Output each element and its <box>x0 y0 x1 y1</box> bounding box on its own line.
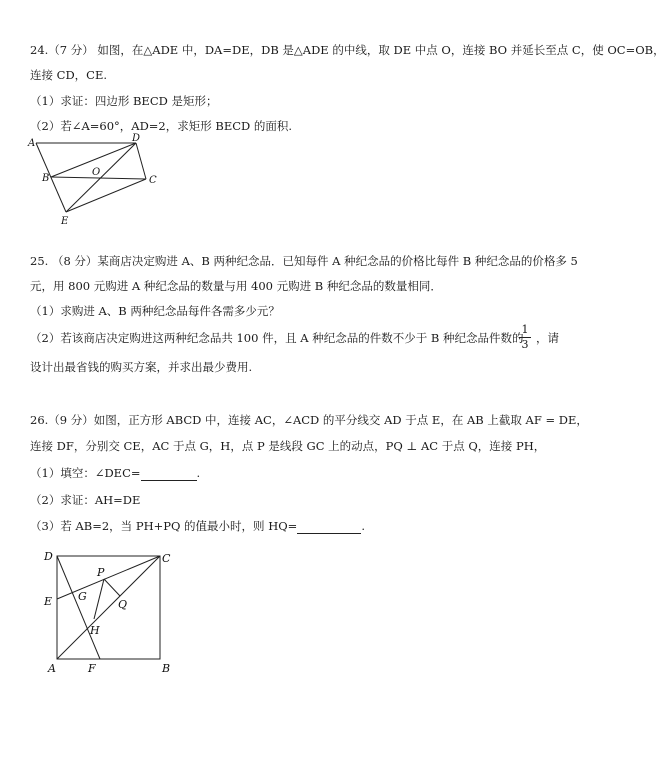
q26-label-P: P <box>97 566 105 579</box>
q26-answer-blank-2 <box>297 521 361 534</box>
q25-part1: （1）求购进 A、B 两种纪念品每件各需多少元？ <box>30 304 280 318</box>
q24-figure <box>28 135 168 225</box>
q26-label-E: E <box>44 595 53 608</box>
q26-part1-end: . <box>196 466 201 480</box>
q24-label-E: E <box>61 216 69 227</box>
q26-part1-text: （1）填空：∠DEC= <box>30 466 141 480</box>
q25-frac-den: 3 <box>521 338 529 351</box>
q24-label-B: B <box>42 173 50 184</box>
q26-label-B: B <box>162 662 171 675</box>
q25-fraction <box>519 324 531 351</box>
q26-label-Q: Q <box>118 598 128 611</box>
q26-label-G: G <box>78 590 87 603</box>
q26-seg-DF <box>57 556 100 659</box>
q26-label-C: C <box>162 552 171 565</box>
q26-seg-PQ <box>104 579 120 596</box>
q26-figure <box>38 548 188 676</box>
q25-text-line1: 25. （8 分）某商店决定购进 A、B 两种纪念品．已知每件 A 种纪念品的价格比每件 B 种纪念品的价格多 5 <box>30 254 578 268</box>
q24-label-O: O <box>92 167 101 178</box>
q25-part2 <box>30 330 523 346</box>
q24-part2: （2）若∠A=60°，AD=2，求矩形 BECD 的面积. <box>30 119 293 133</box>
q26-part2: （2）求证：AH=DE <box>30 493 141 507</box>
q24-text-line1: 24.（7 分） 如图，在△ADE 中，DA=DE，DB 是△ADE 的中线，取 DE 中点 O，连接 BO 并延长至点 C，使 OC=OB， <box>30 43 665 57</box>
q26-text-line1: 26.（9 分）如图，正方形 ABCD 中，连接 AC，∠ACD 的平分线交 AD 于点 E，在 AB 上截取 AF = DE， <box>30 413 588 427</box>
q26-answer-blank-1 <box>141 468 197 481</box>
q26-seg-AC <box>57 556 160 659</box>
q25-frac-num: 1 <box>521 323 529 336</box>
q25-text-line2: 元，用 800 元购进 A 种纪念品的数量与用 400 元购进 B 种纪念品的数量相同． <box>30 279 442 293</box>
q24-part1: （1）求证：四边形 BECD 是矩形； <box>30 94 218 108</box>
q25-part2-text: （2）若该商店决定购进这两种纪念品共 100 件，且 A 种纪念品的件数不少于 B 种纪念品件数的 <box>30 331 524 345</box>
q24-label-D: D <box>132 133 141 144</box>
q26-part3 <box>30 518 365 534</box>
q26-label-F: F <box>88 662 96 675</box>
q26-label-H: H <box>90 624 100 637</box>
q26-part3-end: . <box>361 519 365 533</box>
q24-seg-EC <box>66 179 146 212</box>
q24-label-A: A <box>28 138 36 149</box>
q26-text-line2: 连接 DF，分别交 CE，AC 于点 G，H，点 P 是线段 GC 上的动点，PQ ⊥ AC 于点 Q，连接 PH， <box>30 439 546 453</box>
q24-label-C: C <box>149 175 157 186</box>
q26-part1 <box>30 465 200 481</box>
q26-part3-text: （3）若 AB=2，当 PH+PQ 的值最小时，则 HQ= <box>30 519 298 533</box>
q24-text-line2: 连接 CD，CE. <box>30 68 108 82</box>
q24-seg-DC <box>136 143 146 179</box>
q26-label-D: D <box>44 550 53 563</box>
q25-part2-after: ，请 <box>536 331 559 345</box>
q26-label-A: A <box>48 662 56 675</box>
q25-text-last: 设计出最省钱的购买方案，并求出最少费用. <box>30 360 253 374</box>
